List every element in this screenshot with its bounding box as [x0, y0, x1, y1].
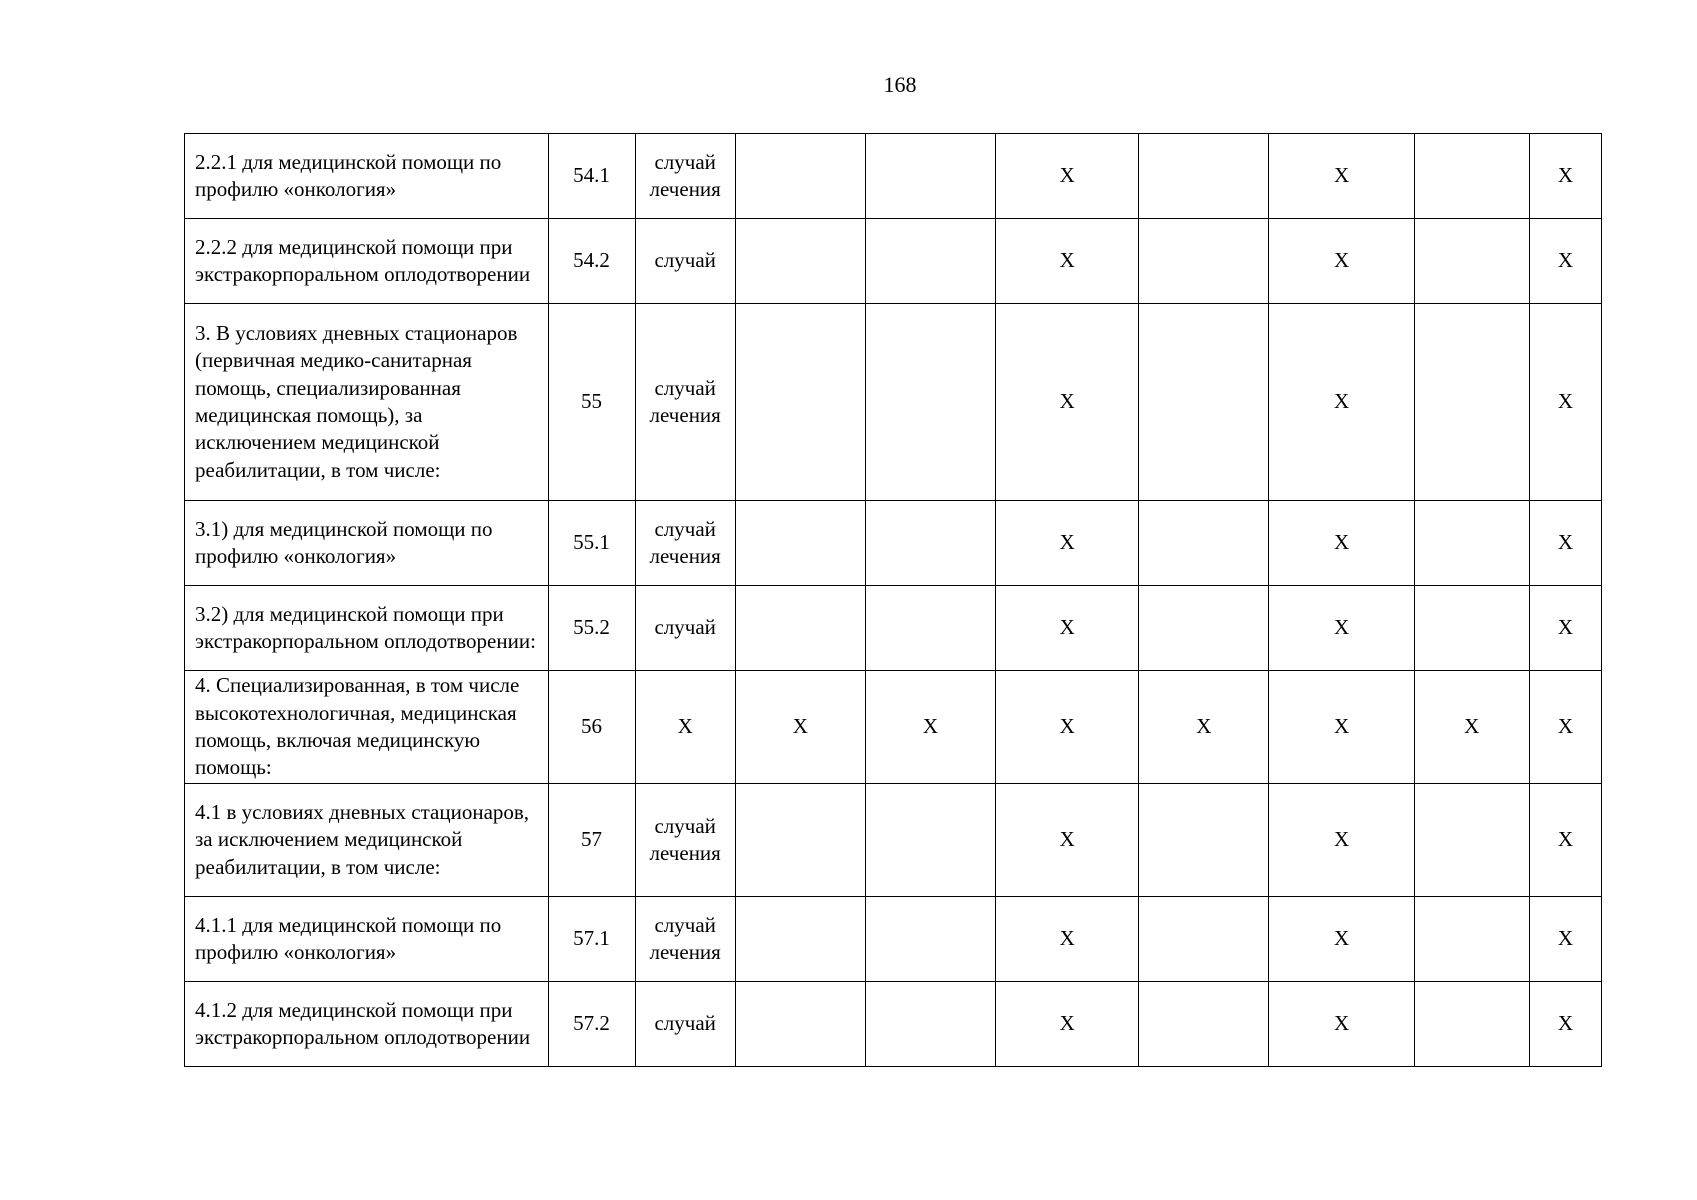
- table-cell: X: [1269, 982, 1414, 1067]
- table-cell: X: [1269, 501, 1414, 586]
- row-name: 3.2) для медицинской помощи при экстракорпоральном оплодотворении:: [185, 586, 549, 671]
- row-code: 54.1: [548, 134, 635, 219]
- row-unit: случай лечения: [635, 304, 735, 501]
- row-name: 3. В условиях дневных стационаров (первичная медико-санитарная помощь, специализированная медицинская помощь), за исключением медицинской реабилитации, в том числе:: [185, 304, 549, 501]
- table-cell: X: [1139, 671, 1269, 784]
- table-row: [185, 982, 1602, 1067]
- table-cell: [1139, 134, 1269, 219]
- table-cell: X: [1529, 134, 1601, 219]
- table-cell: [735, 586, 865, 671]
- table-cell: X: [1529, 671, 1601, 784]
- table-cell: [1414, 219, 1529, 304]
- row-unit: случай лечения: [635, 134, 735, 219]
- table-cell: [735, 784, 865, 897]
- row-name: 4.1 в условиях дневных стационаров, за исключением медицинской реабилитации, в том числе:: [185, 784, 549, 897]
- table-cell: X: [996, 586, 1139, 671]
- table-cell: [1414, 134, 1529, 219]
- table-cell: [865, 897, 995, 982]
- table-cell: X: [996, 501, 1139, 586]
- table-cell: [865, 304, 995, 501]
- page-number: 168: [883, 72, 917, 97]
- table-cell: X: [1414, 671, 1529, 784]
- table-row: [185, 897, 1602, 982]
- row-code: 57: [548, 784, 635, 897]
- table-cell: [1139, 897, 1269, 982]
- table-cell: [1414, 784, 1529, 897]
- table-row: [185, 219, 1602, 304]
- table-row: [185, 784, 1602, 897]
- table-cell: [1414, 897, 1529, 982]
- table-cell: [1139, 586, 1269, 671]
- table-row: [185, 671, 1602, 784]
- table-cell: X: [1269, 671, 1414, 784]
- row-code: 57.2: [548, 982, 635, 1067]
- table-cell: [1139, 304, 1269, 501]
- table-cell: X: [996, 304, 1139, 501]
- table-cell: [865, 219, 995, 304]
- table-cell: X: [996, 897, 1139, 982]
- table-cell: [1414, 501, 1529, 586]
- table-cell: X: [1269, 219, 1414, 304]
- table-cell: X: [1269, 784, 1414, 897]
- row-code: 55: [548, 304, 635, 501]
- row-name: 4.1.1 для медицинской помощи по профилю «онкология»: [185, 897, 549, 982]
- table-cell: X: [1529, 501, 1601, 586]
- table-cell: [1139, 982, 1269, 1067]
- table-cell: X: [996, 784, 1139, 897]
- table-cell: X: [996, 982, 1139, 1067]
- table-cell: X: [1529, 304, 1601, 501]
- table-cell: X: [1269, 897, 1414, 982]
- table-cell: X: [996, 219, 1139, 304]
- row-unit: X: [635, 671, 735, 784]
- row-name: 4.1.2 для медицинской помощи при экстракорпоральном оплодотворении: [185, 982, 549, 1067]
- row-code: 55.2: [548, 586, 635, 671]
- table-cell: [735, 134, 865, 219]
- table-row: [185, 586, 1602, 671]
- table-cell: [735, 304, 865, 501]
- row-unit: случай лечения: [635, 784, 735, 897]
- table-cell: [865, 134, 995, 219]
- table-cell: [735, 219, 865, 304]
- row-name: 2.2.2 для медицинской помощи при экстракорпоральном оплодотворении: [185, 219, 549, 304]
- row-code: 57.1: [548, 897, 635, 982]
- table-row: [185, 304, 1602, 501]
- table-cell: [865, 501, 995, 586]
- table-cell: X: [996, 671, 1139, 784]
- table-cell: [735, 897, 865, 982]
- table-cell: [1139, 219, 1269, 304]
- table-cell: [865, 586, 995, 671]
- row-unit: случай: [635, 982, 735, 1067]
- table-cell: [865, 982, 995, 1067]
- table-cell: X: [1529, 982, 1601, 1067]
- row-name: 2.2.1 для медицинской помощи по профилю «онкология»: [185, 134, 549, 219]
- row-unit: случай лечения: [635, 897, 735, 982]
- table-cell: X: [735, 671, 865, 784]
- table-cell: [735, 501, 865, 586]
- row-code: 54.2: [548, 219, 635, 304]
- row-code: 55.1: [548, 501, 635, 586]
- table-cell: X: [1529, 219, 1601, 304]
- table-cell: [1414, 586, 1529, 671]
- row-unit: случай: [635, 586, 735, 671]
- table-cell: X: [1529, 586, 1601, 671]
- row-name: 4. Специализированная, в том числе высокотехнологичная, медицинская помощь, включая медицинскую помощь:: [185, 671, 549, 784]
- table-cell: X: [1529, 784, 1601, 897]
- table-cell: X: [996, 134, 1139, 219]
- table-row: [185, 134, 1602, 219]
- table-cell: [1139, 501, 1269, 586]
- row-code: 56: [548, 671, 635, 784]
- table-cell: [1414, 982, 1529, 1067]
- table-cell: X: [1269, 586, 1414, 671]
- row-unit: случай лечения: [635, 501, 735, 586]
- table-cell: X: [1269, 134, 1414, 219]
- row-unit: случай: [635, 219, 735, 304]
- row-name: 3.1) для медицинской помощи по профилю «онкология»: [185, 501, 549, 586]
- table-cell: [865, 784, 995, 897]
- data-table: [184, 133, 1602, 1067]
- table-cell: X: [865, 671, 995, 784]
- table-cell: [1139, 784, 1269, 897]
- table-cell: X: [1529, 897, 1601, 982]
- table-row: [185, 501, 1602, 586]
- table-cell: [1414, 304, 1529, 501]
- table-cell: X: [1269, 304, 1414, 501]
- table-cell: [735, 982, 865, 1067]
